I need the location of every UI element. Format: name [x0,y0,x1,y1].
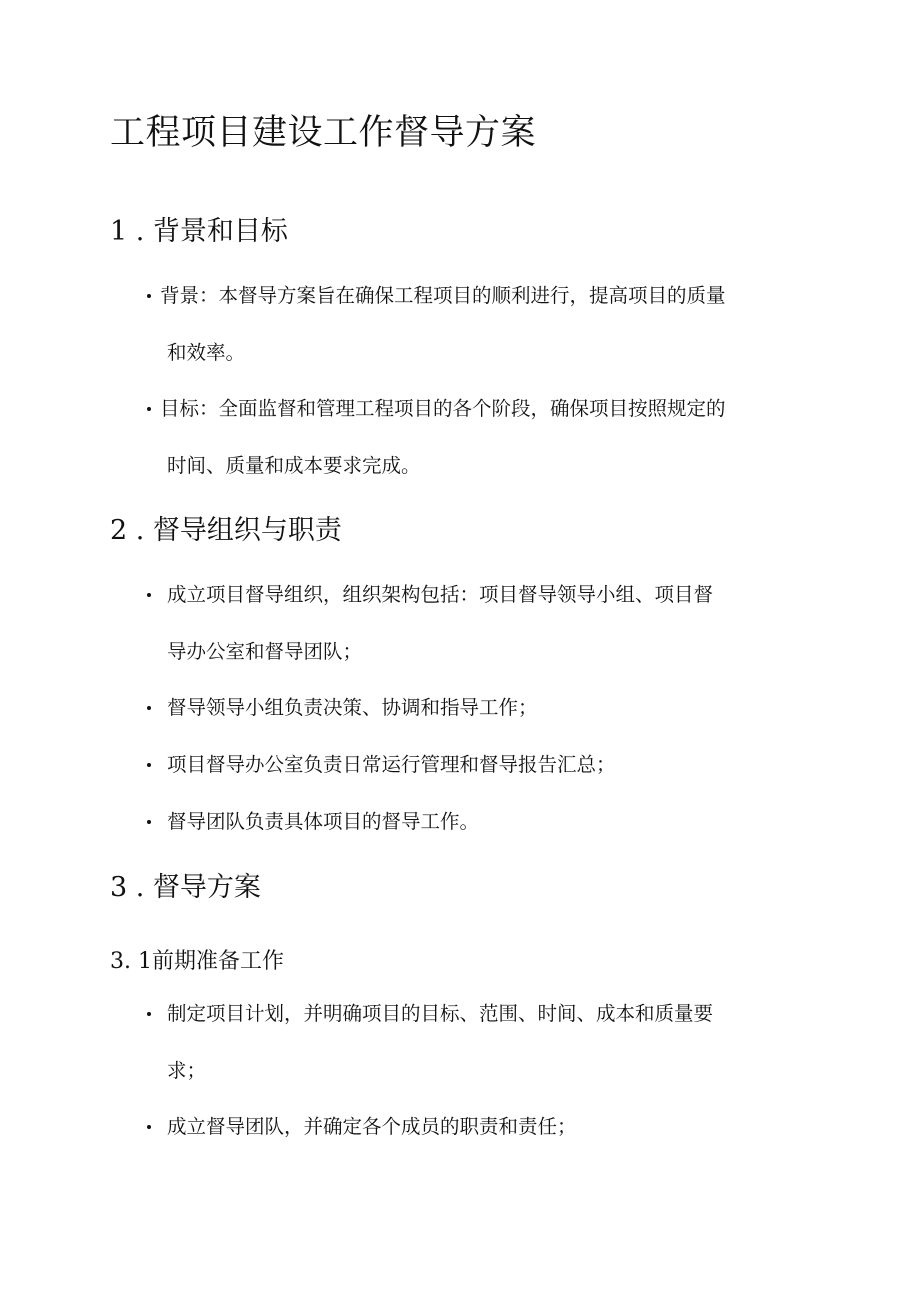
bullet-icon [147,294,151,298]
list-item-text: 背景：本督导方案旨在确保工程项目的顺利进行，提高项目的质量 [160,284,726,307]
bullet-icon [147,820,151,824]
list-item-text: 督导领导小组负责决策、协调和指导工作； [167,696,538,719]
bullet-icon [147,1012,151,1016]
list-item-text: 成立项目督导组织，组织架构包括：项目督导领导小组、项目督 [167,583,714,606]
bullet-icon [147,763,151,767]
section-heading-background-goals: 1 . 背景和目标 [110,216,288,247]
bullet-icon [147,593,151,597]
section-heading-supervision-plan: 3 . 督导方案 [110,872,261,903]
list-item-text-continued: 求； [167,1059,207,1082]
bullet-icon [147,706,151,710]
bullet-icon [147,407,151,411]
list-item-text: 项目督导办公室负责日常运行管理和督导报告汇总； [167,753,616,776]
subsection-heading-preparation: 3. 1前期准备工作 [110,949,284,974]
section-heading-organization-duties: 2 . 督导组织与职责 [110,515,342,546]
list-item-text: 目标：全面监督和管理工程项目的各个阶段，确保项目按照规定的 [160,397,726,420]
list-item-text: 督导团队负责具体项目的督导工作。 [167,810,480,833]
list-item-text: 成立督导团队，并确定各个成员的职责和责任； [167,1115,577,1138]
list-item-text-continued: 导办公室和督导团队； [167,640,363,663]
bullet-icon [147,1125,151,1129]
list-item-text: 制定项目计划，并明确项目的目标、范围、时间、成本和质量要 [167,1002,714,1025]
list-item-text-continued: 和效率。 [167,341,246,364]
document-title: 工程项目建设工作督导方案 [110,113,537,153]
list-item-text-continued: 时间、质量和成本要求完成。 [167,454,421,477]
